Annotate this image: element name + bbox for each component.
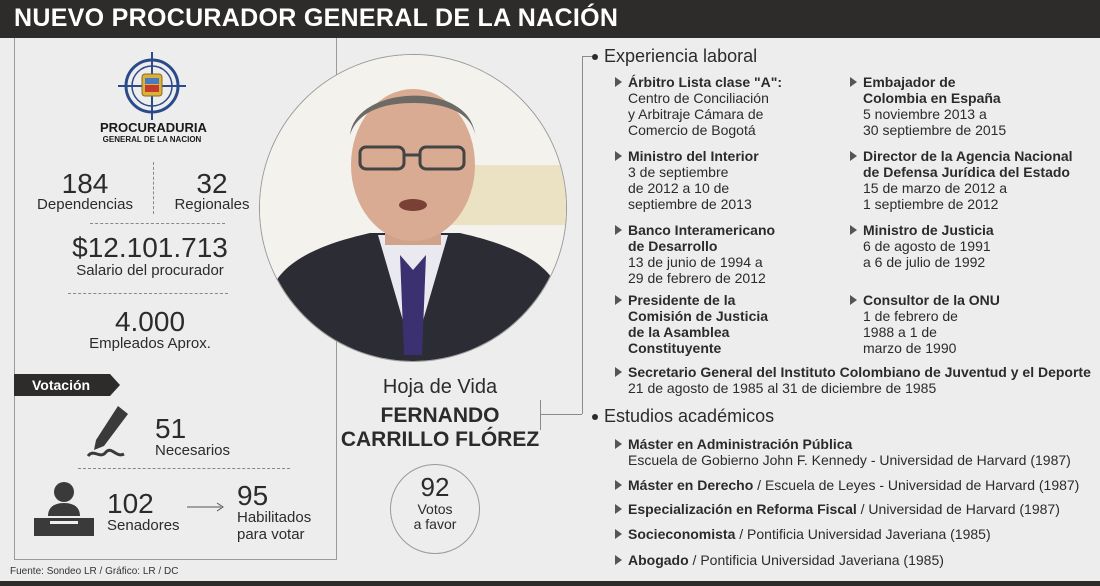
exp-item: Ministro de Justicia 6 de agosto de 1991 a 6 de julio de 1992: [863, 222, 1093, 270]
divider-v: [153, 162, 154, 214]
exp-item: Presidente de la Comisión de Justicia de la Asamblea Constituyente: [628, 292, 828, 356]
regionales-label: Regionales: [174, 196, 250, 213]
dependencias-value: 184: [61, 168, 109, 199]
name-line-2: CARRILLO FLÓREZ: [340, 428, 540, 451]
arrow-icon: [187, 500, 225, 512]
empleados-label: Empleados Aprox.: [89, 335, 211, 352]
estudios-title: [592, 406, 774, 427]
bullet-icon: [592, 54, 598, 60]
logo-text-1: PROCURADURIA: [100, 120, 207, 135]
senadores-label: Senadores: [107, 517, 180, 534]
votacion-tag: Votación: [14, 374, 110, 396]
bottom-bar: [0, 581, 1100, 586]
study-item: Socieconomista / Pontificia Universidad Javeriana (1985): [628, 526, 1098, 542]
estudios-title-text: Estudios académicos: [604, 406, 775, 426]
divider-h: [78, 468, 290, 469]
pen-icon: [84, 402, 136, 462]
empleados-value: 4.000: [114, 306, 186, 337]
salario-value: $12.101.713: [72, 232, 228, 263]
connector: [582, 56, 592, 57]
votos-label-1: Votos: [417, 501, 453, 517]
study-item: Abogado / Pontificia Universidad Javeriana (1985): [628, 552, 1098, 568]
experiencia-title-text: Experiencia laboral: [604, 46, 758, 66]
votos-value: 92: [420, 472, 450, 502]
votos-label-2: a favor: [413, 516, 457, 532]
regionales-value: 32: [196, 168, 228, 199]
study-item: Máster en Administración Pública Escuela de Gobierno John F. Kennedy - Universidad de Harvard (1987): [628, 436, 1098, 468]
habilitados-label-2: para votar: [237, 526, 305, 543]
senadores-value: 102: [107, 488, 154, 519]
logo-text-2: GENERAL DE LA NACION: [102, 135, 202, 144]
divider-h: [90, 223, 225, 224]
exp-item: Embajador de Colombia en España 5 noviembre 2013 a 30 septiembre de 2015: [863, 74, 1093, 138]
exp-item: Árbitro Lista clase "A": Centro de Conciliación y Arbitraje Cámara de Comercio de Bogotá: [628, 74, 828, 138]
necesarios-value: 51: [155, 413, 187, 444]
exp-item: Banco Interamericano de Desarrollo 13 de junio de 1994 a 29 de febrero de 2012: [628, 222, 828, 286]
exp-item-wide: Secretario General del Instituto Colombiano de Juventud y el Deporte 21 de agosto de 1985 al 31 de diciembre de 1985: [628, 364, 1098, 396]
source-footer: Fuente: Sondeo LR / Gráfico: LR / DC: [10, 566, 179, 577]
exp-item: Ministro del Interior 3 de septiembre de 2012 a 10 de septiembre de 2013: [628, 148, 828, 212]
divider-h: [68, 293, 228, 294]
senator-icon: [30, 478, 98, 540]
connector: [540, 400, 541, 430]
experiencia-title: [592, 46, 757, 67]
bullet-icon: [592, 414, 598, 420]
portrait-photo: [259, 54, 567, 362]
connector: [582, 56, 583, 414]
salario-label: Salario del procurador: [76, 262, 224, 279]
dependencias-label: Dependencias: [37, 196, 133, 213]
habilitados-label-1: Habilitados: [237, 509, 312, 526]
study-item: Especialización en Reforma Fiscal / Universidad de Harvard (1987): [628, 501, 1098, 517]
study-item: Máster en Derecho / Escuela de Leyes - Universidad de Harvard (1987): [628, 477, 1098, 493]
exp-item: Consultor de la ONU 1 de febrero de 1988 a 1 de marzo de 1990: [863, 292, 1093, 356]
necesarios-label: Necesarios: [155, 442, 231, 459]
connector: [540, 414, 582, 415]
name-line-1: FERNANDO: [380, 404, 500, 427]
procuraduria-logo: [112, 50, 192, 120]
page-title: NUEVO PROCURADOR GENERAL DE LA NACIÓN: [14, 4, 619, 32]
exp-item: Director de la Agencia Nacional de Defensa Jurídica del Estado 15 de marzo de 2012 a 1 septiembre de 2012: [863, 148, 1098, 212]
habilitados-value: 95: [237, 480, 269, 511]
hoja-de-vida: Hoja de Vida: [382, 376, 498, 398]
